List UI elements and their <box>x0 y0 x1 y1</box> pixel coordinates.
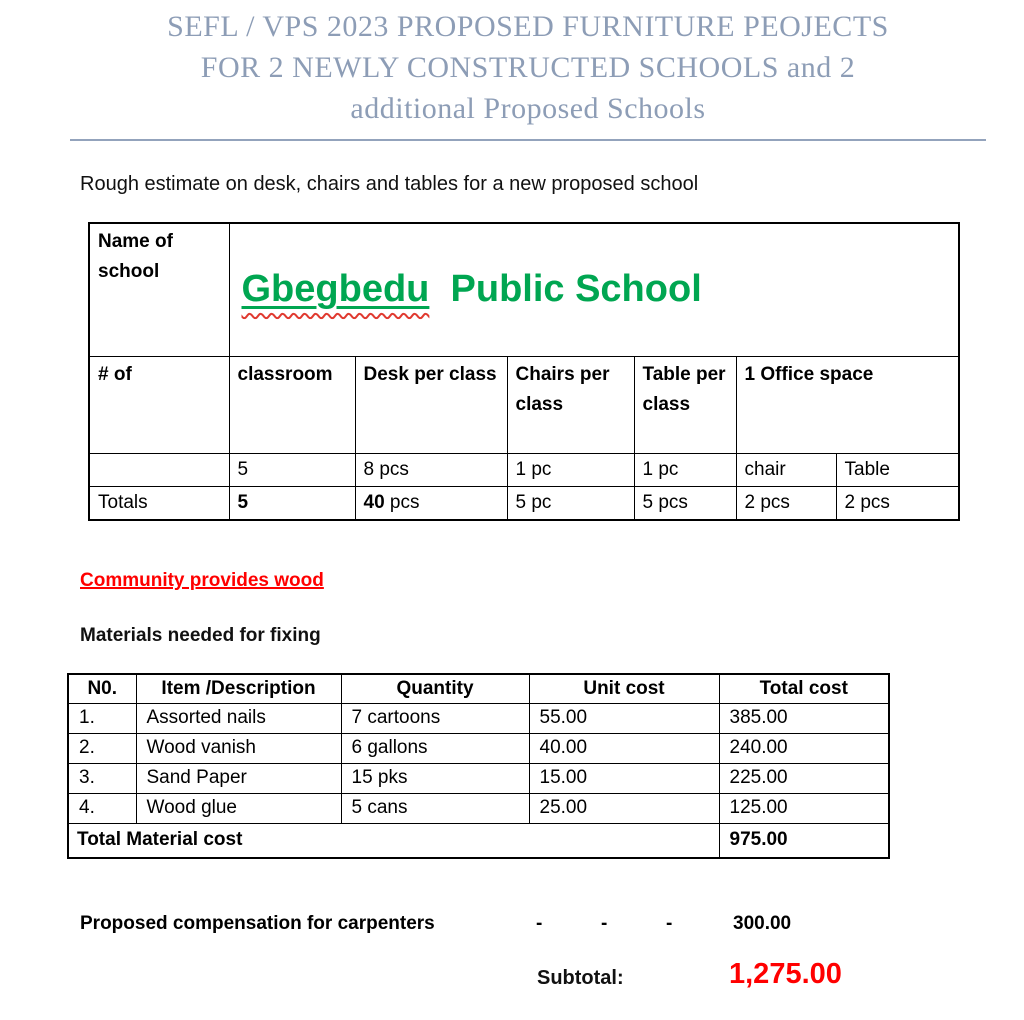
material-item: Assorted nails <box>136 703 341 733</box>
page-title <box>70 6 986 129</box>
material-no: 4. <box>68 793 136 823</box>
school-name-rest: Public School <box>429 268 702 311</box>
school-estimate-table <box>88 222 960 521</box>
dash-separator: - <box>536 913 543 934</box>
header-num-of: # of <box>89 356 229 453</box>
header-no: N0. <box>68 674 136 703</box>
total-material-cost-label: Total Material cost <box>68 823 719 858</box>
material-unit-cost: 25.00 <box>529 793 719 823</box>
material-item: Wood glue <box>136 793 341 823</box>
totals-office-table: 2 pcs <box>836 486 959 520</box>
compensation-value: 300.00 <box>733 913 792 934</box>
community-provides-wood-heading: Community provides wood <box>80 570 324 591</box>
material-total-cost: 225.00 <box>719 763 889 793</box>
material-total-cost: 125.00 <box>719 793 889 823</box>
page-title-line-1: SEFL / VPS 2023 PROPOSED FURNITURE PEOJECTS <box>167 10 889 43</box>
material-no: 3. <box>68 763 136 793</box>
subtotal-label: Subtotal: <box>537 967 624 989</box>
school-name-first-word: Gbegbedu <box>241 268 430 311</box>
header-unit-cost: Unit cost <box>529 674 719 703</box>
totals-office-chair: 2 pcs <box>736 486 836 520</box>
table-row <box>89 356 959 453</box>
desk-per-class-value: 8 pcs <box>355 453 507 486</box>
materials-total-row <box>68 823 889 858</box>
material-unit-cost: 15.00 <box>529 763 719 793</box>
material-unit-cost: 55.00 <box>529 703 719 733</box>
header-quantity: Quantity <box>341 674 529 703</box>
header-office-space: 1 Office space <box>736 356 959 453</box>
chairs-per-class-value: 1 pc <box>507 453 634 486</box>
intro-text: Rough estimate on desk, chairs and tables for a new proposed school <box>80 173 699 195</box>
material-quantity: 7 cartoons <box>341 703 529 733</box>
material-no: 1. <box>68 703 136 733</box>
totals-classroom: 5 <box>229 486 355 520</box>
header-classroom: classroom <box>229 356 355 453</box>
totals-desk <box>355 486 507 520</box>
header-item-description: Item /Description <box>136 674 341 703</box>
material-quantity: 6 gallons <box>341 733 529 763</box>
empty-cell <box>89 453 229 486</box>
totals-desk-qty: 40 <box>363 491 385 513</box>
classroom-count: 5 <box>229 453 355 486</box>
material-row <box>68 763 889 793</box>
header-table-per-class: Table per class <box>634 356 736 453</box>
material-row <box>68 733 889 763</box>
header-desk-per-class: Desk per class <box>355 356 507 453</box>
material-item: Sand Paper <box>136 763 341 793</box>
material-total-cost: 385.00 <box>719 703 889 733</box>
title-divider-rule <box>70 139 986 141</box>
table-per-class-value: 1 pc <box>634 453 736 486</box>
dash-separator: - <box>666 913 673 934</box>
page-title-line-2: FOR 2 NEWLY CONSTRUCTED SCHOOLS and 2 <box>200 51 856 84</box>
school-name-cell <box>229 223 959 356</box>
materials-header-row <box>68 674 889 703</box>
table-row <box>89 223 959 356</box>
table-row <box>89 453 959 486</box>
compensation-line <box>0 913 1024 939</box>
school-name-label: Name of school <box>89 223 229 356</box>
material-unit-cost: 40.00 <box>529 733 719 763</box>
material-total-cost: 240.00 <box>719 733 889 763</box>
totals-chairs: 5 pc <box>507 486 634 520</box>
material-row <box>68 703 889 733</box>
material-row <box>68 793 889 823</box>
header-total-cost: Total cost <box>719 674 889 703</box>
header-chairs-per-class: Chairs per class <box>507 356 634 453</box>
office-chair-label: chair <box>736 453 836 486</box>
school-name-value <box>242 268 702 310</box>
totals-table: 5 pcs <box>634 486 736 520</box>
total-material-cost-value: 975.00 <box>719 823 889 858</box>
office-table-label: Table <box>836 453 959 486</box>
material-no: 2. <box>68 733 136 763</box>
material-item: Wood vanish <box>136 733 341 763</box>
totals-desk-unit: pcs <box>384 491 420 513</box>
material-quantity: 5 cans <box>341 793 529 823</box>
dash-separator: - <box>601 913 608 934</box>
page-title-line-3: additional Proposed Schools <box>350 92 706 125</box>
materials-needed-heading: Materials needed for fixing <box>80 625 321 646</box>
table-row <box>89 486 959 520</box>
subtotal-value: 1,275.00 <box>729 958 842 990</box>
materials-table <box>67 673 890 859</box>
totals-label: Totals <box>89 486 229 520</box>
compensation-label: Proposed compensation for carpenters <box>80 913 435 934</box>
material-quantity: 15 pks <box>341 763 529 793</box>
